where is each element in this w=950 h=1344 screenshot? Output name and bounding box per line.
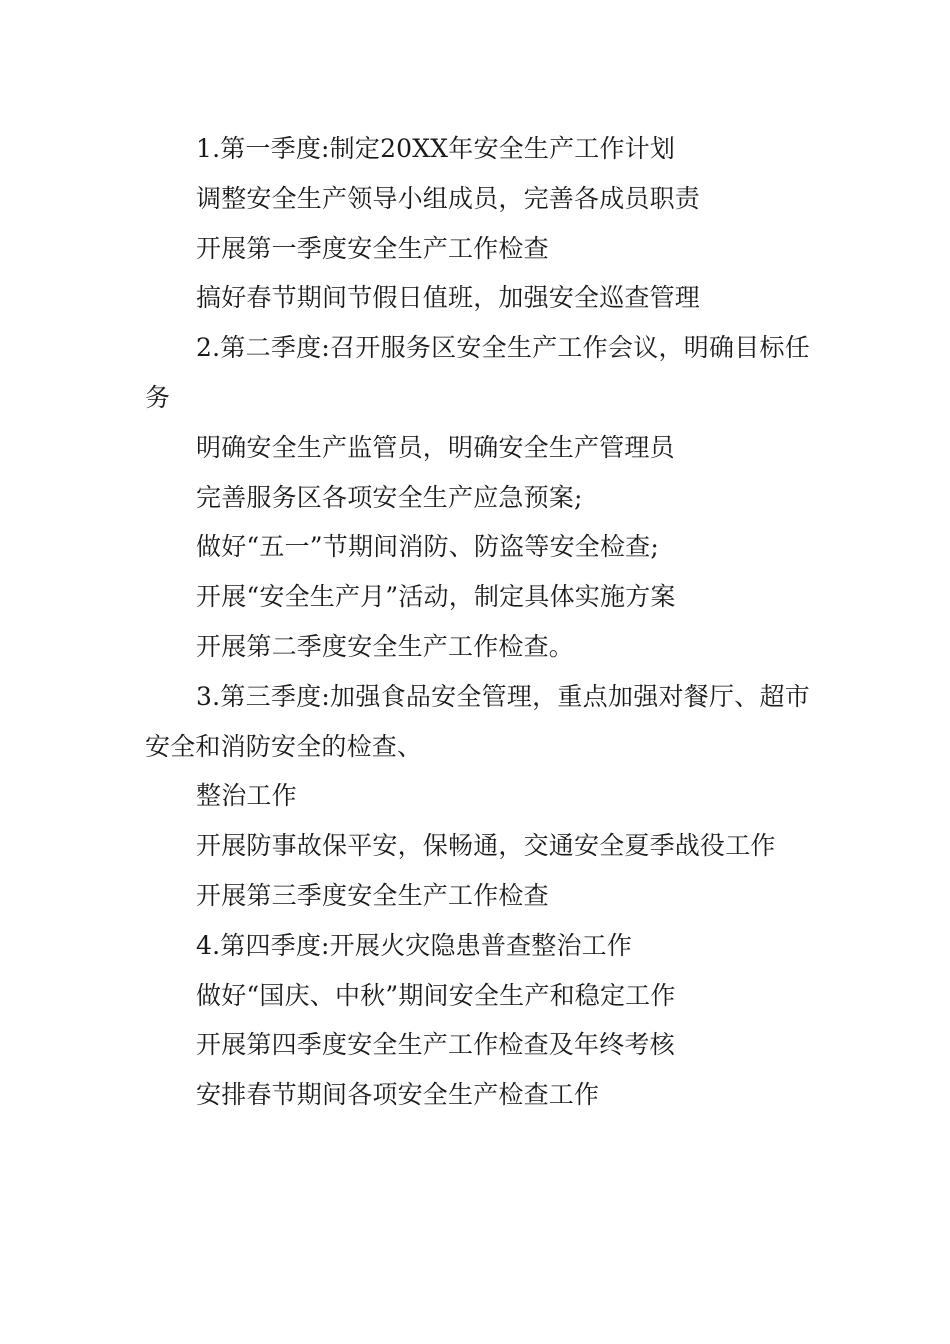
paragraph-q2-item-1: 明确安全生产监管员，明确安全生产管理员 [196, 432, 675, 462]
paragraph-q1-heading: 1.第一季度:制定20XX年安全生产工作计划 [196, 134, 676, 163]
paragraph-q2-item-3: 做好“五一”节期间消防、防盗等安全检查; [196, 532, 659, 562]
paragraph-q4-item-2: 开展第四季度安全生产工作检查及年终考核 [196, 1030, 675, 1060]
paragraph-q1-item-1: 调整安全生产领导小组成员，完善各成员职责 [196, 183, 701, 213]
paragraph-q1-item-3: 搞好春节期间节假日值班，加强安全巡查管理 [196, 283, 701, 313]
paragraph-q2-item-2: 完善服务区各项安全生产应急预案; [196, 482, 583, 512]
paragraph-q2-item-4: 开展“安全生产月”活动，制定具体实施方案 [196, 582, 676, 612]
paragraph-q4-item-3: 安排春节期间各项安全生产检查工作 [196, 1080, 600, 1110]
paragraph-q4-heading: 4.第四季度:开展火灾隐患普查整治工作 [196, 930, 633, 960]
paragraph-q3-item-1: 整治工作 [196, 781, 297, 811]
document-body [145, 124, 810, 1120]
paragraph-q2-heading: 2.第二季度:召开服务区安全生产工作会议，明确目标任务 [145, 333, 810, 412]
paragraph-q3-item-3: 开展第三季度安全生产工作检查 [196, 880, 549, 910]
paragraph-q3-item-2: 开展防事故保平安，保畅通，交通安全夏季战役工作 [196, 831, 776, 861]
paragraph-q3-heading: 3.第三季度:加强食品安全管理，重点加强对餐厅、超市安全和消防安全的检查、 [145, 681, 810, 761]
paragraph-q4-item-1: 做好“国庆、中秋”期间安全生产和稳定工作 [196, 980, 676, 1010]
paragraph-q2-item-5: 开展第二季度安全生产工作检查。 [196, 631, 575, 661]
paragraph-q1-item-2: 开展第一季度安全生产工作检查 [196, 233, 549, 263]
